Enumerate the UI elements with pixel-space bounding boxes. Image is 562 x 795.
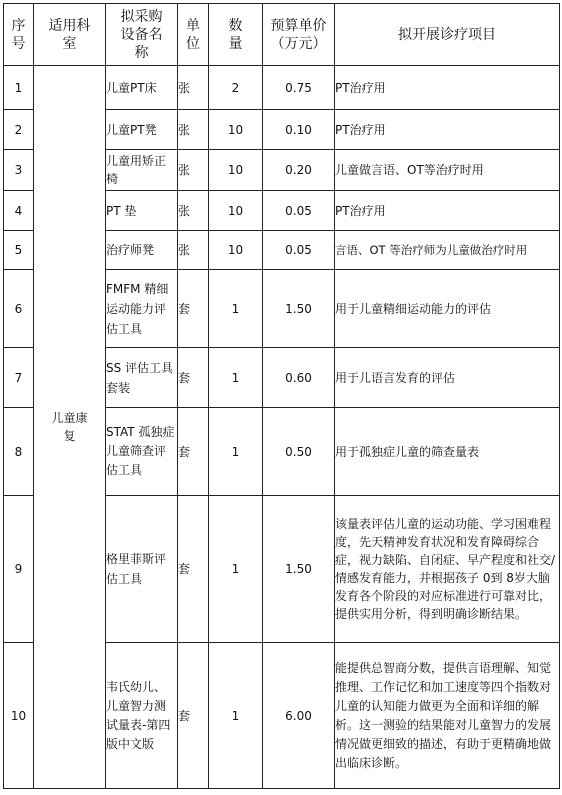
quantity-cell: 1 bbox=[209, 270, 263, 348]
quantity-cell: 10 bbox=[209, 231, 263, 270]
equipment-name: 儿童PT凳 bbox=[106, 110, 178, 150]
price-cell: 0.20 bbox=[263, 150, 335, 191]
equipment-name: FMFM 精细运动能力评估工具 bbox=[106, 270, 178, 348]
row-index: 3 bbox=[4, 150, 34, 191]
unit-cell: 套 bbox=[178, 270, 209, 348]
unit-cell: 张 bbox=[178, 191, 209, 231]
header-row bbox=[4, 4, 560, 66]
equipment-name: SS 评估工具套装 bbox=[106, 348, 178, 408]
unit-cell: 套 bbox=[178, 496, 209, 643]
department-cell: 儿童康复 bbox=[34, 66, 106, 789]
equipment-name: 格里菲斯评估工具 bbox=[106, 496, 178, 643]
price-cell: 1.50 bbox=[263, 270, 335, 348]
quantity-cell: 10 bbox=[209, 150, 263, 191]
row-index: 1 bbox=[4, 66, 34, 110]
row-index: 8 bbox=[4, 408, 34, 496]
price-cell: 0.05 bbox=[263, 231, 335, 270]
project-cell: 用于孤独症儿童的筛查量表 bbox=[335, 408, 560, 496]
header-index: 序号 bbox=[4, 4, 34, 66]
header-project: 拟开展诊疗项目 bbox=[335, 4, 560, 66]
unit-cell: 套 bbox=[178, 348, 209, 408]
quantity-cell: 1 bbox=[209, 348, 263, 408]
header-department: 适用科室 bbox=[34, 4, 106, 66]
quantity-cell: 1 bbox=[209, 408, 263, 496]
price-cell: 6.00 bbox=[263, 643, 335, 789]
quantity-cell: 10 bbox=[209, 110, 263, 150]
unit-cell: 套 bbox=[178, 643, 209, 789]
project-cell: 用于儿语言发育的评估 bbox=[335, 348, 560, 408]
header-unit: 单位 bbox=[178, 4, 209, 66]
project-cell: PT治疗用 bbox=[335, 191, 560, 231]
project-cell: 言语、OT 等治疗师为儿童做治疗时用 bbox=[335, 231, 560, 270]
row-index: 5 bbox=[4, 231, 34, 270]
quantity-cell: 1 bbox=[209, 496, 263, 643]
unit-cell: 张 bbox=[178, 110, 209, 150]
price-cell: 0.10 bbox=[263, 110, 335, 150]
row-index: 10 bbox=[4, 643, 34, 789]
quantity-cell: 2 bbox=[209, 66, 263, 110]
row-index: 9 bbox=[4, 496, 34, 643]
row-index: 7 bbox=[4, 348, 34, 408]
row-index: 4 bbox=[4, 191, 34, 231]
unit-cell: 张 bbox=[178, 66, 209, 110]
row-index: 6 bbox=[4, 270, 34, 348]
price-cell: 1.50 bbox=[263, 496, 335, 643]
procurement-table bbox=[3, 3, 560, 789]
price-cell: 0.05 bbox=[263, 191, 335, 231]
unit-cell: 张 bbox=[178, 231, 209, 270]
project-cell: PT治疗用 bbox=[335, 66, 560, 110]
equipment-name: 儿童用矫正椅 bbox=[106, 150, 178, 191]
row-index: 2 bbox=[4, 110, 34, 150]
price-cell: 0.50 bbox=[263, 408, 335, 496]
unit-cell: 张 bbox=[178, 150, 209, 191]
project-cell: 儿童做言语、OT等治疗时用 bbox=[335, 150, 560, 191]
price-cell: 0.60 bbox=[263, 348, 335, 408]
project-cell: 该量表评估儿童的运动功能、学习困难程度，先天精神发育状况和发育障碍综合症，视力缺陷、自闭症、早产程度和社交/情感发育能力，并根据孩子 0到 8岁大脑发育各个阶段的对应标准进行可靠对比，提供实用分析，得到明确诊断结果。 bbox=[335, 496, 560, 643]
unit-cell: 套 bbox=[178, 408, 209, 496]
table-row bbox=[4, 66, 560, 110]
quantity-cell: 1 bbox=[209, 643, 263, 789]
price-cell: 0.75 bbox=[263, 66, 335, 110]
equipment-name: PT 垫 bbox=[106, 191, 178, 231]
project-cell: PT治疗用 bbox=[335, 110, 560, 150]
header-price: 预算单价（万元） bbox=[263, 4, 335, 66]
project-cell: 用于儿童精细运动能力的评估 bbox=[335, 270, 560, 348]
header-equipment: 拟采购设备名称 bbox=[106, 4, 178, 66]
header-quantity: 数量 bbox=[209, 4, 263, 66]
project-cell: 能提供总智商分数，提供言语理解、知觉推理、工作记忆和加工速度等四个指数对儿童的认知能力做更为全面和详细的解析。这一测验的结果能对儿童智力的发展情况做更细致的描述，有助于更精确地做出临床诊断。 bbox=[335, 643, 560, 789]
equipment-name: 韦氏幼儿、儿童智力测试量表-第四版中文版 bbox=[106, 643, 178, 789]
equipment-name: 儿童PT床 bbox=[106, 66, 178, 110]
quantity-cell: 10 bbox=[209, 191, 263, 231]
equipment-name: 治疗师凳 bbox=[106, 231, 178, 270]
equipment-name: STAT 孤独症儿童筛查评估工具 bbox=[106, 408, 178, 496]
